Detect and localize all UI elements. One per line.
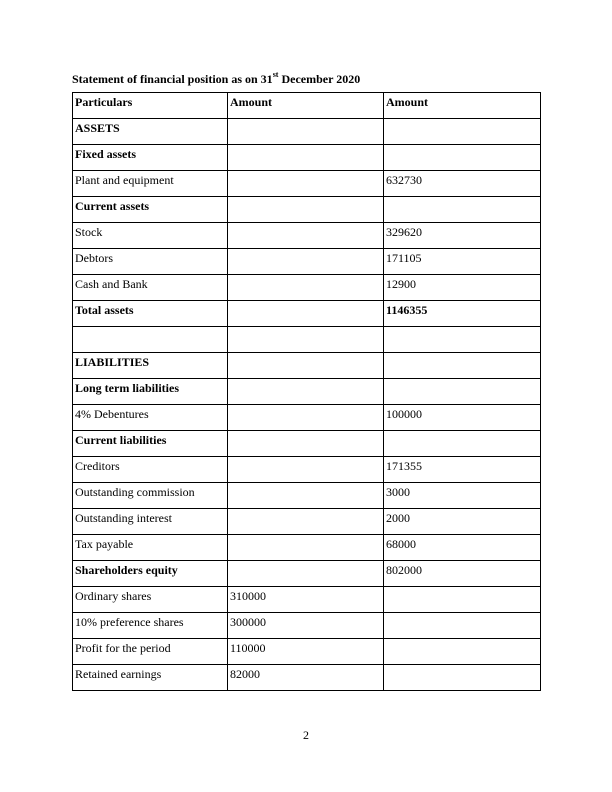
row-label: Total assets xyxy=(73,301,228,327)
row-amount-2: 12900 xyxy=(384,275,541,301)
table-row xyxy=(73,353,541,379)
row-amount-2 xyxy=(384,145,541,171)
row-amount-1: 110000 xyxy=(228,639,384,665)
financial-position-table xyxy=(72,92,541,691)
row-amount-2: 802000 xyxy=(384,561,541,587)
row-label: ASSETS xyxy=(73,119,228,145)
table-row xyxy=(73,249,541,275)
row-label: LIABILITIES xyxy=(73,353,228,379)
row-label xyxy=(73,327,228,353)
row-amount-2 xyxy=(384,327,541,353)
row-label: Creditors xyxy=(73,457,228,483)
table-row xyxy=(73,483,541,509)
header-amount: Amount xyxy=(228,93,384,119)
row-amount-2 xyxy=(384,431,541,457)
row-label: Profit for the period xyxy=(73,639,228,665)
table-row xyxy=(73,665,541,691)
header-amount: Amount xyxy=(384,93,541,119)
row-label: 10% preference shares xyxy=(73,613,228,639)
row-label: 4% Debentures xyxy=(73,405,228,431)
row-label: Current assets xyxy=(73,197,228,223)
row-amount-1 xyxy=(228,275,384,301)
row-label: Outstanding interest xyxy=(73,509,228,535)
row-label: Tax payable xyxy=(73,535,228,561)
row-amount-1 xyxy=(228,171,384,197)
row-amount-2 xyxy=(384,353,541,379)
row-amount-2: 2000 xyxy=(384,509,541,535)
row-amount-1 xyxy=(228,223,384,249)
row-label: Ordinary shares xyxy=(73,587,228,613)
row-amount-2: 171105 xyxy=(384,249,541,275)
table-row xyxy=(73,405,541,431)
row-amount-2 xyxy=(384,379,541,405)
row-amount-2 xyxy=(384,197,541,223)
row-amount-2 xyxy=(384,665,541,691)
table-row xyxy=(73,509,541,535)
row-label: Fixed assets xyxy=(73,145,228,171)
row-amount-1 xyxy=(228,301,384,327)
row-amount-1 xyxy=(228,379,384,405)
row-amount-1 xyxy=(228,483,384,509)
page-number: 2 xyxy=(303,728,309,742)
table-row xyxy=(73,119,541,145)
table-row xyxy=(73,301,541,327)
row-amount-1 xyxy=(228,119,384,145)
table-row xyxy=(73,223,541,249)
row-amount-2: 329620 xyxy=(384,223,541,249)
table-row xyxy=(73,431,541,457)
table-row xyxy=(73,171,541,197)
row-amount-2: 100000 xyxy=(384,405,541,431)
row-amount-2: 1146355 xyxy=(384,301,541,327)
title-suffix: December 2020 xyxy=(278,72,361,86)
row-amount-1: 82000 xyxy=(228,665,384,691)
row-label: Cash and Bank xyxy=(73,275,228,301)
row-amount-1 xyxy=(228,353,384,379)
row-label: Outstanding commission xyxy=(73,483,228,509)
statement-title xyxy=(72,72,360,86)
row-amount-2: 632730 xyxy=(384,171,541,197)
row-label: Shareholders equity xyxy=(73,561,228,587)
row-amount-1 xyxy=(228,405,384,431)
row-amount-1 xyxy=(228,457,384,483)
row-amount-2 xyxy=(384,639,541,665)
title-prefix: Statement of financial position as on 31 xyxy=(72,72,273,86)
row-amount-2: 68000 xyxy=(384,535,541,561)
row-amount-1 xyxy=(228,145,384,171)
table-row xyxy=(73,379,541,405)
row-amount-1: 310000 xyxy=(228,587,384,613)
table-row xyxy=(73,327,541,353)
header-particulars: Particulars xyxy=(73,93,228,119)
row-label: Long term liabilities xyxy=(73,379,228,405)
row-label: Stock xyxy=(73,223,228,249)
row-amount-1: 300000 xyxy=(228,613,384,639)
row-amount-1 xyxy=(228,431,384,457)
row-amount-1 xyxy=(228,509,384,535)
title-superscript: st xyxy=(272,70,279,79)
table-row xyxy=(73,587,541,613)
table-row xyxy=(73,197,541,223)
row-amount-2: 3000 xyxy=(384,483,541,509)
row-label: Retained earnings xyxy=(73,665,228,691)
row-amount-2: 171355 xyxy=(384,457,541,483)
row-label: Debtors xyxy=(73,249,228,275)
table-row xyxy=(73,535,541,561)
table-row xyxy=(73,145,541,171)
table-row xyxy=(73,639,541,665)
row-amount-1 xyxy=(228,561,384,587)
table-body xyxy=(73,119,541,691)
row-amount-1 xyxy=(228,535,384,561)
table-header-row xyxy=(73,93,541,119)
row-amount-2 xyxy=(384,119,541,145)
row-amount-2 xyxy=(384,613,541,639)
table-row xyxy=(73,275,541,301)
table-row xyxy=(73,457,541,483)
table-row xyxy=(73,613,541,639)
row-amount-1 xyxy=(228,197,384,223)
row-amount-1 xyxy=(228,327,384,353)
row-amount-2 xyxy=(384,587,541,613)
row-label: Current liabilities xyxy=(73,431,228,457)
row-label: Plant and equipment xyxy=(73,171,228,197)
table-row xyxy=(73,561,541,587)
row-amount-1 xyxy=(228,249,384,275)
